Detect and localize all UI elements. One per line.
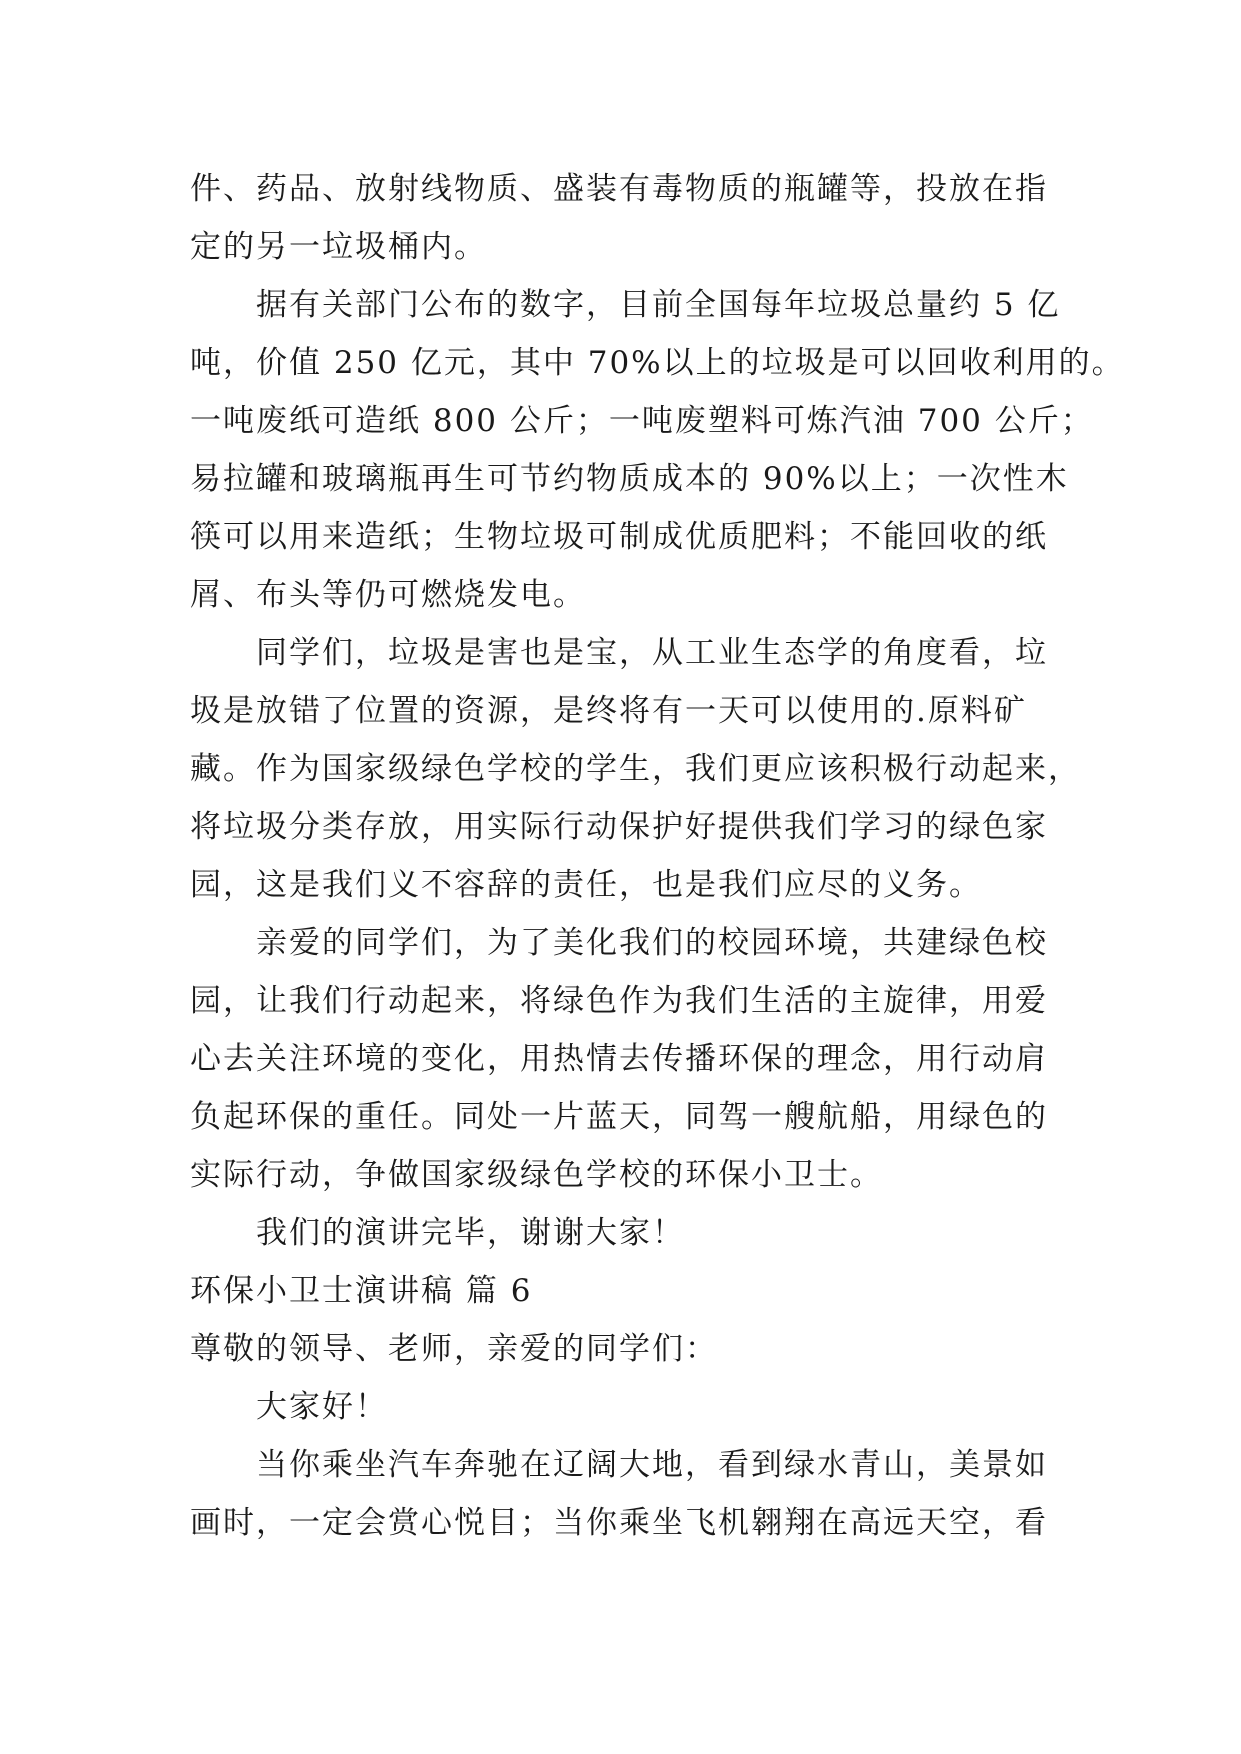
salutation: 尊敬的领导、老师，亲爱的同学们： bbox=[190, 1331, 718, 1367]
text-line: 将垃圾分类存放，用实际行动保护好提供我们学习的绿色家 bbox=[190, 809, 1048, 845]
text-line: 吨，价值 250 亿元，其中 70%以上的垃圾是可以回收利用的。 bbox=[190, 345, 1125, 381]
text-line: 据有关部门公布的数字，目前全国每年垃圾总量约 5 亿 bbox=[256, 287, 1061, 323]
section-heading: 环保小卫士演讲稿 篇 6 bbox=[190, 1273, 533, 1309]
text-line: 屑、布头等仍可燃烧发电。 bbox=[190, 577, 586, 613]
text-line: 同学们，垃圾是害也是宝，从工业生态学的角度看，垃 bbox=[256, 635, 1048, 671]
text-line: 大家好！ bbox=[256, 1389, 388, 1425]
text-line: 圾是放错了位置的资源，是终将有一天可以使用的.原料矿 bbox=[190, 693, 1027, 729]
text-line: 当你乘坐汽车奔驰在辽阔大地，看到绿水青山，美景如 bbox=[256, 1447, 1048, 1483]
text-line: 画时，一定会赏心悦目；当你乘坐飞机翱翔在高远天空，看 bbox=[190, 1505, 1048, 1541]
text-line: 件、药品、放射线物质、盛装有毒物质的瓶罐等，投放在指 bbox=[190, 171, 1048, 207]
text-line: 心去关注环境的变化，用热情去传播环保的理念，用行动肩 bbox=[190, 1041, 1048, 1077]
text-line: 易拉罐和玻璃瓶再生可节约物质成本的 90%以上；一次性木 bbox=[190, 461, 1069, 497]
document-body bbox=[190, 160, 1125, 1552]
text-line: 一吨废纸可造纸 800 公斤；一吨废塑料可炼汽油 700 公斤； bbox=[190, 403, 1094, 439]
text-line: 园，让我们行动起来，将绿色作为我们生活的主旋律，用爱 bbox=[190, 983, 1048, 1019]
text-line: 我们的演讲完毕，谢谢大家！ bbox=[256, 1215, 685, 1251]
text-line: 藏。作为国家级绿色学校的学生，我们更应该积极行动起来， bbox=[190, 751, 1081, 787]
text-line: 亲爱的同学们，为了美化我们的校园环境，共建绿色校 bbox=[256, 925, 1048, 961]
text-line: 实际行动，争做国家级绿色学校的环保小卫士。 bbox=[190, 1157, 883, 1193]
text-line: 筷可以用来造纸；生物垃圾可制成优质肥料；不能回收的纸 bbox=[190, 519, 1048, 555]
text-line: 定的另一垃圾桶内。 bbox=[190, 229, 487, 265]
text-line: 负起环保的重任。同处一片蓝天，同驾一艘航船，用绿色的 bbox=[190, 1099, 1048, 1135]
text-line: 园，这是我们义不容辞的责任，也是我们应尽的义务。 bbox=[190, 867, 982, 903]
